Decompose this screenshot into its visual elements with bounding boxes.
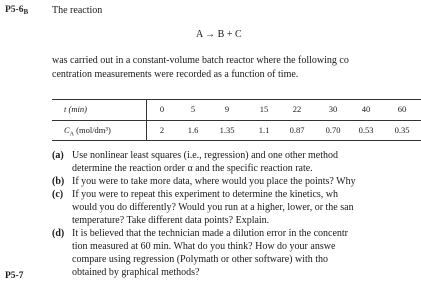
time-cell: 9 xyxy=(224,104,230,114)
question-a-line-1: Use nonlinear least squares (i.e., regression) and one other method xyxy=(72,150,339,161)
question-d-line-4: obtained by graphical methods? xyxy=(72,267,200,278)
table-bottom-rule xyxy=(52,140,421,141)
time-cell: 40 xyxy=(361,104,371,114)
question-c-line-1: If you were to repeat this experiment to determine the kinetics, wh xyxy=(72,189,339,200)
table-top-rule xyxy=(52,99,421,100)
time-cell: 15 xyxy=(259,104,269,114)
description-line-1: was carried out in a constant-volume batch reactor where the following co xyxy=(52,55,349,66)
time-cell: 0 xyxy=(159,104,165,114)
concentration-cell: 1.6 xyxy=(187,125,199,135)
table-middle-rule xyxy=(52,120,421,121)
question-b-line-1: If you were to take more data, where would you place the points? Why xyxy=(72,176,356,187)
time-row-label: t (min) xyxy=(64,104,87,114)
next-problem-number: P5-7 xyxy=(5,271,24,281)
concentration-cell: 0.53 xyxy=(358,125,374,135)
time-cell: 22 xyxy=(292,104,302,114)
concentration-cell: 0.87 xyxy=(289,125,305,135)
concentration-row-label: $C_A$ (mol/dm³) xyxy=(64,125,111,138)
question-c-label: (c) xyxy=(52,189,64,200)
problem-intro: The reaction xyxy=(52,5,103,16)
question-d-label: (d) xyxy=(52,228,65,239)
concentration-cell: 0.35 xyxy=(394,125,410,135)
concentration-cell: 1.1 xyxy=(258,125,270,135)
time-cell: 60 xyxy=(397,104,407,114)
concentration-cell: 2 xyxy=(159,125,165,135)
problem-number: $P5-6_B$ xyxy=(5,5,29,16)
question-c-line-3: temperature? Take different data points? Explain. xyxy=(72,215,270,226)
reaction-equation: A → B + C xyxy=(196,29,242,40)
question-b-label: (b) xyxy=(52,176,65,187)
question-d-line-3: compare using regression (Polymath or other software) with tho xyxy=(72,254,329,265)
time-cell: 30 xyxy=(328,104,338,114)
question-a-line-2: determine the reaction order α and the specific reaction rate. xyxy=(72,163,313,174)
description-line-2: centration measurements were recorded as a function of time. xyxy=(52,69,299,80)
question-d-line-2: tion measured at 60 min. What do you think? How do your answe xyxy=(72,241,336,252)
time-cell: 5 xyxy=(190,104,196,114)
question-d-line-1: It is believed that the technician made a dilution error in the concentr xyxy=(72,228,349,239)
concentration-cell: 1.35 xyxy=(219,125,235,135)
question-a-label: (a) xyxy=(52,150,64,161)
concentration-cell: 0.70 xyxy=(325,125,341,135)
question-c-line-2: would you do differently? Would you run at a higher, lower, or the san xyxy=(72,202,354,213)
